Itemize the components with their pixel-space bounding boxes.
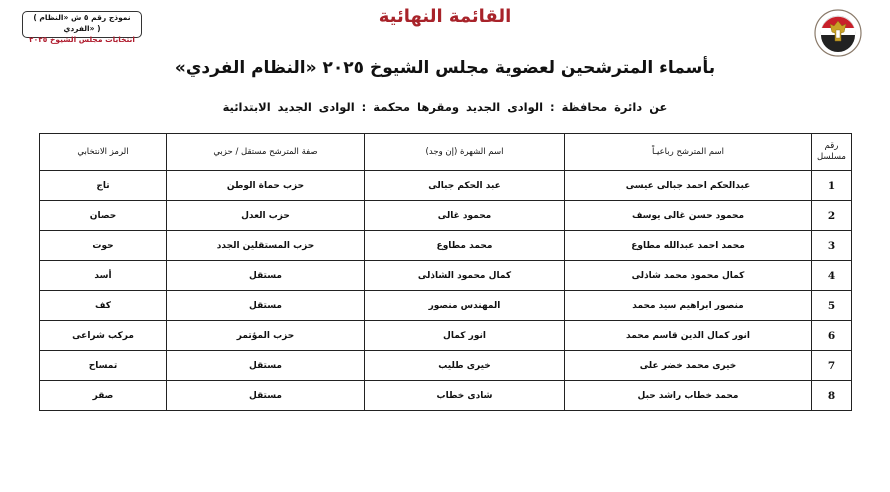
header-electoral-symbol: الرمز الانتخابي [40,134,167,171]
electoral-symbol: أسد [40,261,167,291]
full-name: انور كمال الدين قاسم محمد [565,321,812,351]
electoral-symbol: كف [40,291,167,321]
candidate-status: حزب المستقلين الجدد [167,231,365,261]
serial-number: 8 [812,381,852,411]
known-name: عبد الحكم جبالى [365,171,565,201]
table-row [40,201,852,231]
serial-number: 4 [812,261,852,291]
table-row [40,381,852,411]
serial-number: 2 [812,201,852,231]
table-row [40,231,852,261]
electoral-symbol: حوت [40,231,167,261]
election-label: انتخابات مجلس الشيوخ ٢٠٢٥ [29,35,135,44]
candidates-table [39,133,852,411]
full-name: عبدالحكم احمد جبالى عيسى [565,171,812,201]
electoral-symbol: مركب شراعى [40,321,167,351]
district-info: عن دائرة محافظة : الوادى الجديد ومقرها محكمة : الوادى الجديد الابتدائية [222,100,668,114]
full-name: كمال محمود محمد شاذلى [565,261,812,291]
electoral-symbol: صقر [40,381,167,411]
full-name: محمود حسن غالى يوسف [565,201,812,231]
candidate-status: مستقل [167,381,365,411]
candidate-status: مستقل [167,261,365,291]
known-name: انور كمال [365,321,565,351]
known-name: محمود غالى [365,201,565,231]
serial-number: 3 [812,231,852,261]
page-title: القائمة النهائية [378,6,512,27]
full-name: محمد خطاب راشد حبل [565,381,812,411]
table-header-row [40,134,852,171]
header-serial-number: رقم مسلسل [812,134,852,171]
candidate-status: مستقل [167,291,365,321]
full-name: منصور ابراهيم سيد محمد [565,291,812,321]
serial-number: 7 [812,351,852,381]
table-row [40,171,852,201]
known-name: المهندس منصور [365,291,565,321]
header-full-name: اسم المترشح رباعيـاً [565,134,812,171]
table-row [40,351,852,381]
known-name: شادى خطاب [365,381,565,411]
serial-number: 6 [812,321,852,351]
known-name: محمد مطاوع [365,231,565,261]
known-name: خيرى طليب [365,351,565,381]
full-name: محمد احمد عبدالله مطاوع [565,231,812,261]
electoral-symbol: تاج [40,171,167,201]
full-name: خيرى محمد خضر على [565,351,812,381]
electoral-symbol: حصان [40,201,167,231]
candidate-status: حزب المؤتمر [167,321,365,351]
header-candidate-status: صفة المترشح مستقل / حزبي [167,134,365,171]
page-subtitle: بأسماء المترشحين لعضوية مجلس الشيوخ ٢٠٢٥ «النظام الفردي» [174,58,716,78]
table-row [40,291,852,321]
candidate-status: مستقل [167,351,365,381]
electoral-symbol: تمساح [40,351,167,381]
header-known-name: اسم الشهرة (إن وجد) [365,134,565,171]
form-number-label: ( نموذج رقم ٥ ش «النظام الفردي» ) [33,13,131,33]
known-name: كمال محمود الشاذلى [365,261,565,291]
table-row [40,261,852,291]
table-row [40,321,852,351]
egypt-eagle-emblem-icon [813,8,863,58]
serial-number: 5 [812,291,852,321]
candidate-status: حزب حماة الوطن [167,171,365,201]
candidate-status: حزب العدل [167,201,365,231]
serial-number: 1 [812,171,852,201]
